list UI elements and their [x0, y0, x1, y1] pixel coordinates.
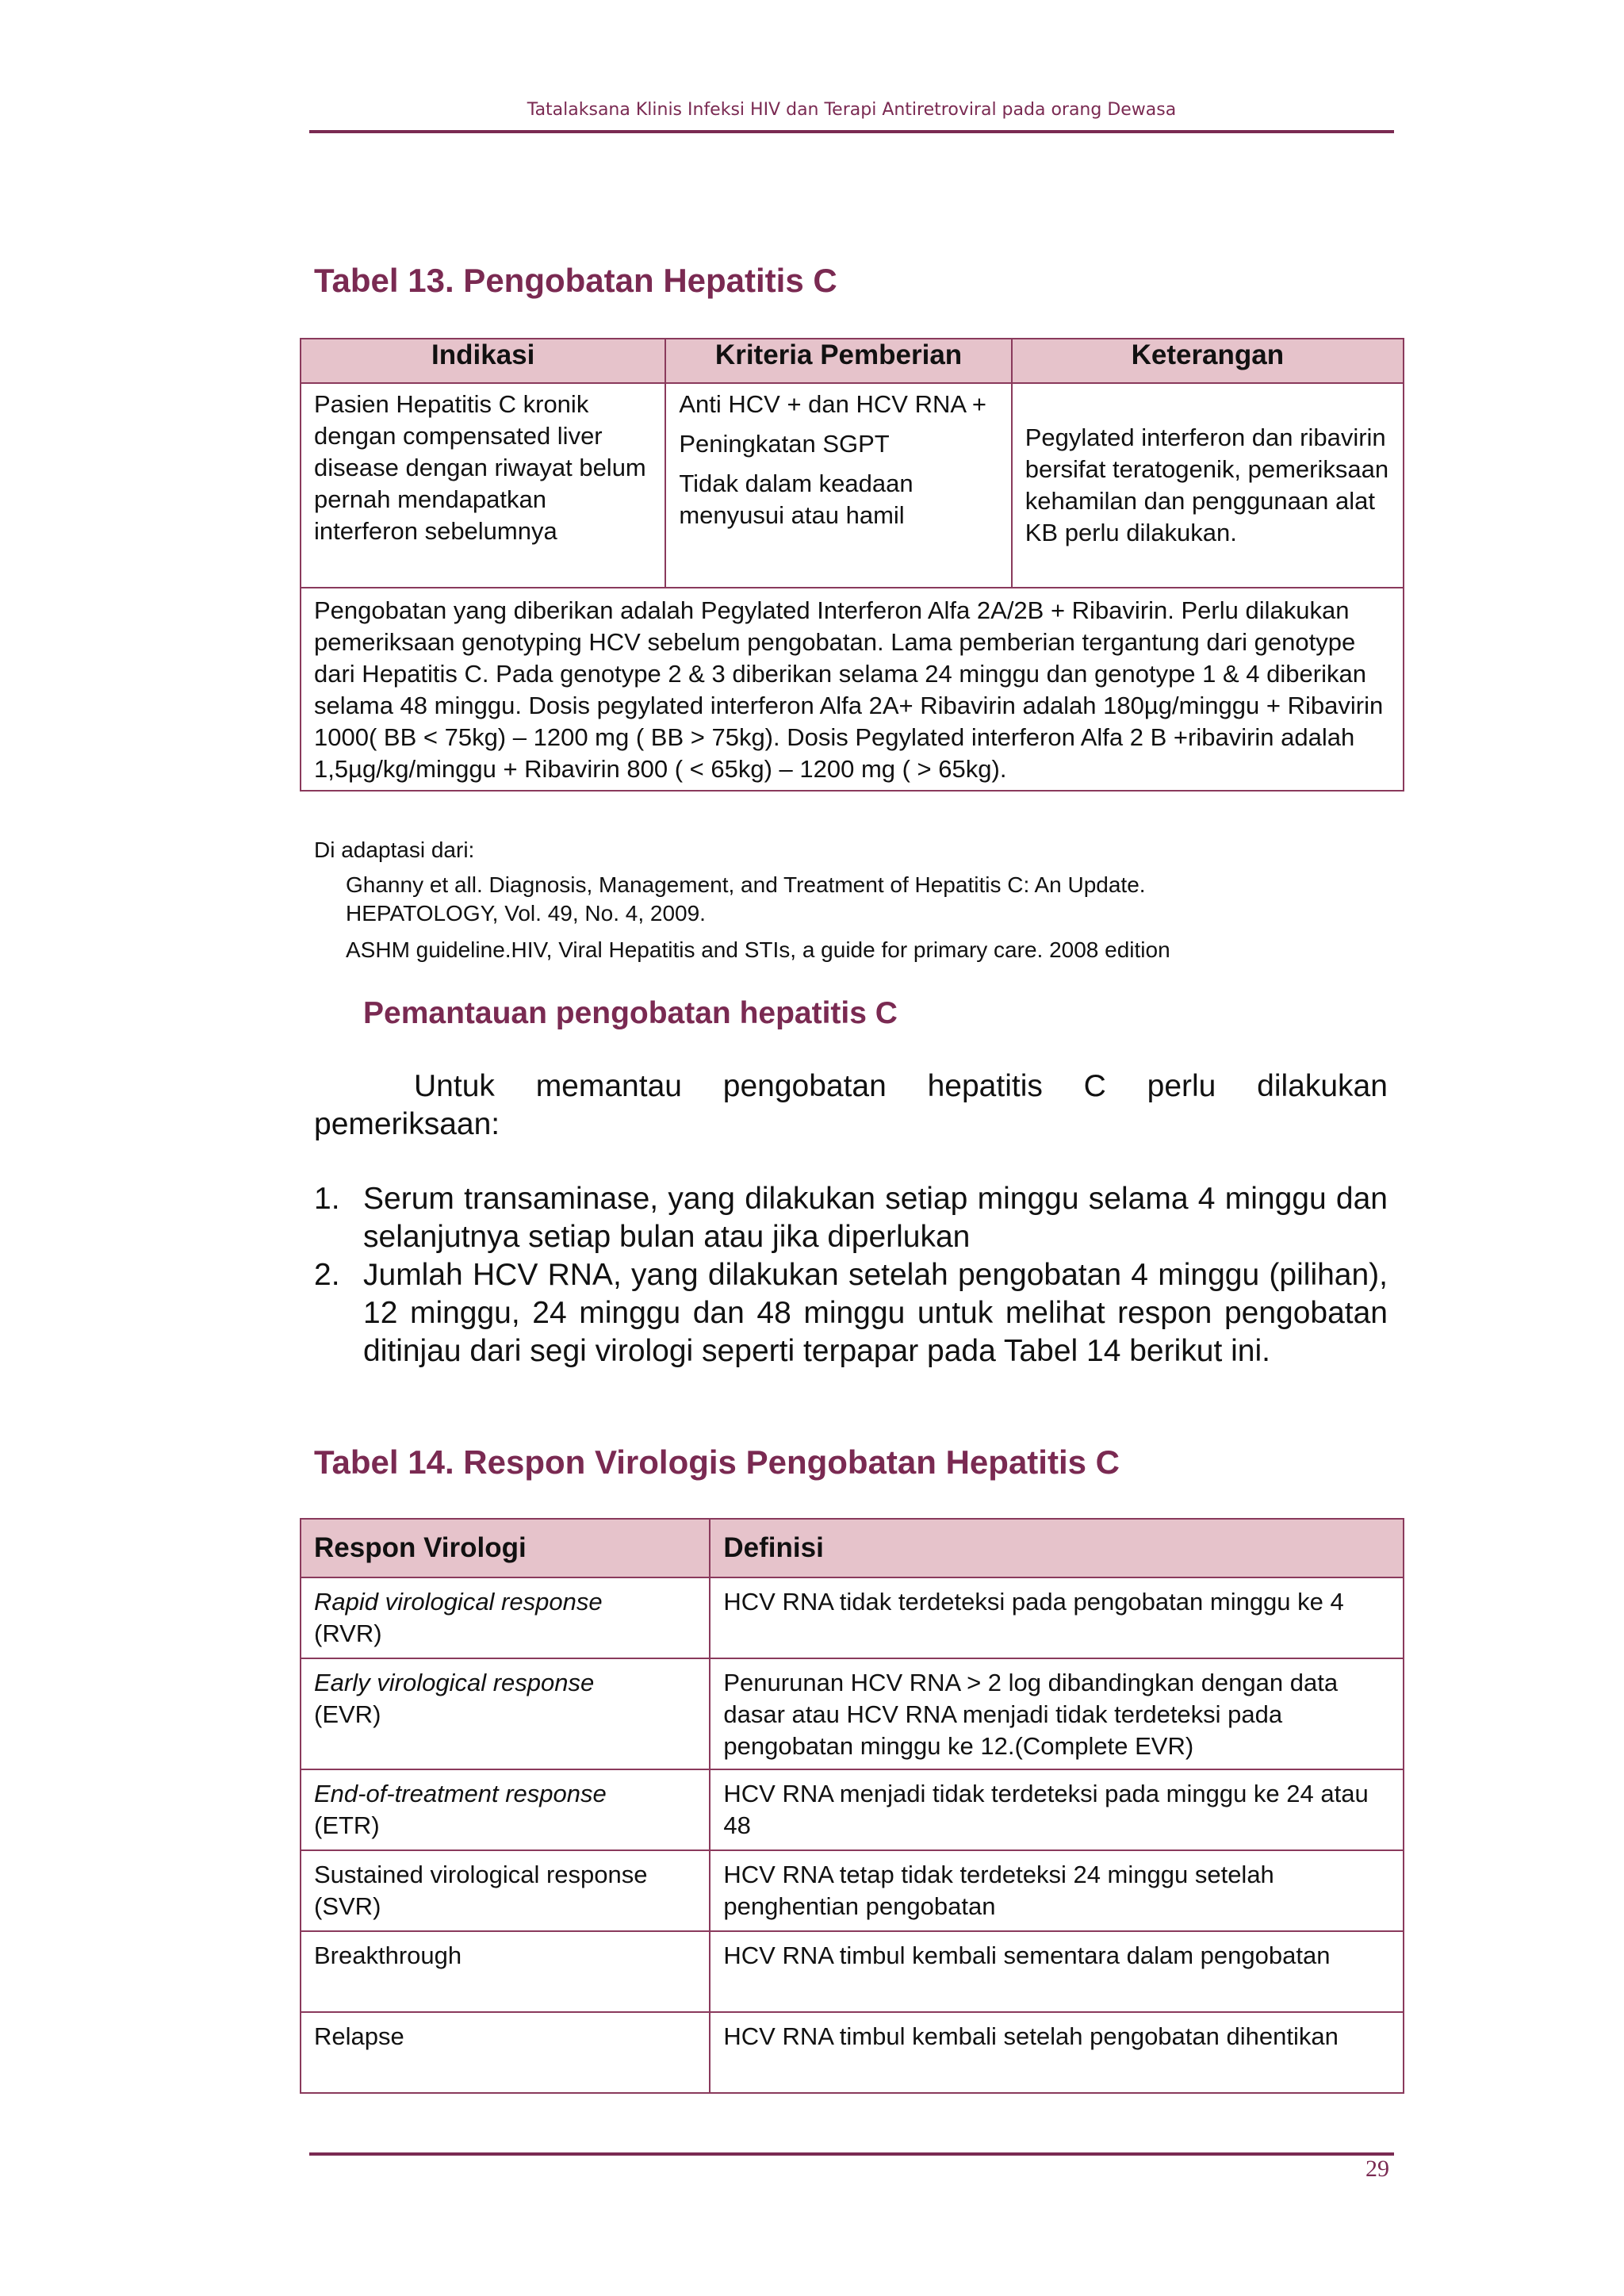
intro-word: memantau	[535, 1069, 682, 1103]
kriteria-cell	[665, 383, 1011, 588]
footer-rule	[309, 2152, 1394, 2156]
definition-cell: HCV RNA menjadi tidak terdeteksi pada minggu ke 24 atau 48	[710, 1769, 1404, 1850]
table-13-title: Tabel 13. Pengobatan Hepatitis C	[314, 262, 837, 299]
table-13-row	[301, 383, 1404, 588]
indikasi-cell: Pasien Hepatitis C kronik dengan compensated liver disease dengan riwayat belum pernah mendapatkan interferon sebelumnya	[301, 383, 665, 588]
monitoring-list	[314, 1180, 1388, 1370]
response-abbr: (SVR)	[314, 1892, 381, 1920]
intro-word: pengobatan	[722, 1069, 887, 1103]
table-row	[301, 2012, 1404, 2093]
table-14-title: Tabel 14. Respon Virologis Pengobatan Hepatitis C	[314, 1443, 1120, 1481]
monitoring-intro-end: pemeriksaan:	[314, 1107, 500, 1141]
list-number: 1.	[314, 1182, 340, 1216]
definition-cell: HCV RNA tetap tidak terdeteksi 24 minggu setelah penghentian pengobatan	[710, 1850, 1404, 1931]
source-item: ASHM guideline.HIV, Viral Hepatitis and STIs, a guide for primary care. 2008 edition	[346, 937, 1170, 962]
list-text: Jumlah HCV RNA, yang dilakukan setelah pengobatan 4 minggu (pilihan), 12 minggu, 24 minggu dan 48 minggu untuk melihat respon pengobatan ditinjau dari segi virologi seperti terpapar pada Tabel 14 berikut ini.	[363, 1258, 1388, 1368]
response-abbr: (ETR)	[314, 1811, 380, 1839]
list-item	[314, 1256, 1388, 1370]
definition-cell: HCV RNA tidak terdeteksi pada pengobatan minggu ke 4	[710, 1577, 1404, 1658]
kriteria-item: Anti HCV + dan HCV RNA +	[679, 390, 987, 418]
definition-cell: HCV RNA timbul kembali sementara dalam pengobatan	[710, 1931, 1404, 2012]
kriteria-item: Peningkatan SGPT	[679, 430, 890, 458]
treatment-note: Pengobatan yang diberikan adalah Pegylated Interferon Alfa 2A/2B + Ribavirin. Perlu dilakukan pemeriksaan genotyping HCV sebelum pengobatan. Lama pemberian tergantung dari genotype dari Hepatitis C. Pada genotype 2 & 3 diberikan selama 24 minggu dan genotype 1 & 4 diberikan selama 48 minggu. Dosis pegylated interferon Alfa 2A+ Ribavirin adalah 180µg/minggu + Ribavirin 1000( BB < 75kg) – 1200 mg ( BB > 75kg). Dosis Pegylated interferon Alfa 2 B +ribavirin adalah 1,5µg/kg/minggu + Ribavirin 800 ( < 65kg) – 1200 mg ( > 65kg).	[301, 588, 1404, 791]
list-number: 2.	[314, 1258, 340, 1292]
table-13	[300, 338, 1404, 792]
intro-word: perlu	[1147, 1069, 1216, 1103]
table-row	[301, 1658, 1404, 1769]
response-term: Relapse	[301, 2012, 710, 2093]
column-header: Indikasi	[301, 339, 665, 383]
response-term: Breakthrough	[301, 1931, 710, 2012]
response-cell	[301, 1850, 710, 1931]
sources-label: Di adaptasi dari:	[314, 838, 475, 862]
header-rule	[309, 130, 1394, 133]
response-cell	[301, 1577, 710, 1658]
intro-word: dilakukan	[1257, 1069, 1388, 1103]
response-term: Sustained virological response	[314, 1861, 648, 1888]
table-row	[301, 1931, 1404, 2012]
response-cell	[301, 1658, 710, 1769]
intro-word: Untuk	[414, 1069, 495, 1103]
list-text: Serum transaminase, yang dilakukan setiap minggu selama 4 minggu dan selanjutnya setiap bulan atau jika diperlukan	[363, 1182, 1388, 1254]
response-term: Early virological response	[314, 1669, 595, 1696]
column-header: Definisi	[710, 1519, 1404, 1577]
page-number: 29	[1365, 2156, 1389, 2182]
table-row	[301, 1577, 1404, 1658]
response-term: Rapid virological response	[314, 1588, 603, 1616]
column-header: Respon Virologi	[301, 1519, 710, 1577]
definition-cell: Penurunan HCV RNA > 2 log dibandingkan dengan data dasar atau HCV RNA menjadi tidak terdeteksi pada pengobatan minggu ke 12.(Complete EVR)	[710, 1658, 1404, 1769]
table-row	[301, 1769, 1404, 1850]
keterangan-cell: Pegylated interferon dan ribavirin bersifat teratogenik, pemeriksaan kehamilan dan penggunaan alat KB perlu dilakukan.	[1012, 383, 1404, 588]
intro-word: hepatitis	[927, 1069, 1043, 1103]
response-abbr: (EVR)	[314, 1700, 381, 1728]
intro-word: C	[1083, 1069, 1106, 1103]
response-term: End-of-treatment response	[314, 1780, 607, 1807]
table-14-header-row	[301, 1519, 1404, 1577]
source-item: Ghanny et all. Diagnosis, Management, and Treatment of Hepatitis C: An Update. HEPATOLOGY, Vol. 49, No. 4, 2009.	[346, 872, 1146, 926]
running-header: Tatalaksana Klinis Infeksi HIV dan Terapi Antiretroviral pada orang Dewasa	[527, 100, 1177, 120]
table-row	[301, 1850, 1404, 1931]
column-header: Keterangan	[1012, 339, 1404, 383]
monitoring-heading: Pemantauan pengobatan hepatitis C	[363, 996, 898, 1030]
column-header: Kriteria Pemberian	[665, 339, 1011, 383]
table-14	[300, 1518, 1404, 2094]
definition-cell: HCV RNA timbul kembali setelah pengobatan dihentikan	[710, 2012, 1404, 2093]
list-item	[314, 1180, 1388, 1256]
response-cell	[301, 1769, 710, 1850]
table-13-note-row	[301, 588, 1404, 791]
response-abbr: (RVR)	[314, 1619, 382, 1647]
table-13-header-row	[301, 339, 1404, 383]
monitoring-intro-line	[414, 1068, 1388, 1106]
kriteria-item: Tidak dalam keadaan menyusui atau hamil	[679, 470, 914, 529]
